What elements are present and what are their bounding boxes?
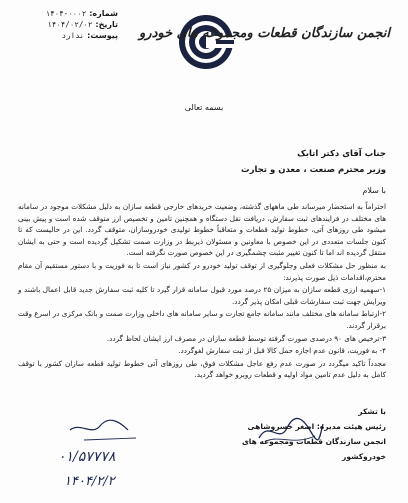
body-paragraph: ۳-ترخیص های ۹۰ درصدی صورت گرفته توسط قطعه سازان در مصرف ارز ایشان لحاظ گردد. [106,333,386,343]
basmala: بسمه تعالی [184,103,224,112]
body-paragraph: احتراماً به استحضار میرساند طی ماههای گذشته، وضعیت خریدهای خارجی قطعه سازان به دلیل مشکلات موجود در سامانه های مختلف در فرایندهای ثبت سفارش، دریافت نقل دستگاه و همچنین تامین و تخصیص ارز متوقف شده است و پیش بینی میشود طی روزهای آتی، خطوط تولید قطعات و متعاقباً خطوط تولیدی خودروسازان، متوقف گردد. این در حالیست که تا کنون جلسات متعددی در این خصوص با معاونین و مسئولان ذیربط در وزارت صمت تشکیل گردیده است و حتی به ایشان منتقل گردیده اند اما تا کنون تغییر مثبت چشمگیری در این خصوص صورت نگرفته است. [18,202,386,258]
meta-attachment-value: ندارد [61,31,85,40]
closing-signatory: رئیس هیئت مدیره: اصغر خسروشاهی [247,422,386,431]
recipient-title: وزیر محترم صنعت ، معدن و تجارت [241,165,386,175]
organization-logo-icon [178,14,234,70]
meta-date-row [8,19,118,30]
closing-block [216,404,386,464]
body-paragraph: ۲-ارتباط سامانه های مختلف مانند سامانه جامع تجارت و سایر سامانه های داخلی وزارت صمت و بانک مرکزی در اسرع وقت برقرار گردند. [18,309,386,330]
letter-body [18,201,386,382]
meta-number-row [8,8,118,19]
recipient-block [241,146,386,178]
recipient-name: جناب آقای دکتر اتابک [297,149,386,159]
body-paragraph: ۴- به فوریت، قانون عدم اجازه حمل کالا قبل از ثبت سفارش لغوگردد. [178,346,386,356]
closing-thanks: با تشکر [358,407,386,416]
meta-attachment-label: پیوست: [87,31,118,40]
meta-number-label: شماره: [89,9,118,18]
meta-date-value: ۱۴۰۴/۰۲/۰۲ [47,20,93,29]
meta-number-value: ۱۴۰۴-۰۰۰۲ [45,9,87,18]
handwritten-number: ۰۱/۵۷۷۷۸ [58,449,116,465]
meta-date-label: تاریخ: [95,20,118,29]
body-paragraph: مجدداً تاکید میگردد در صورت عدم رفع عاجل مشکلات فوق، طی روزهای آتی خطوط تولید قطعه سازان کشور با توقف کامل به دلیل عدم تامین مواد اولیه و قطعات روبرو خواهد گردید. [18,358,386,380]
meta-attachment-row [8,30,118,41]
handwritten-date: ۱۴۰۴/۲/۲ [64,474,115,489]
organization-name: انجمن سازندگان قطعات ومجموعه های خودرو [139,26,390,41]
closing-organization: انجمن سازندگان قطعات ومجموعه های خودروکشور [241,437,386,461]
body-paragraph: به منظور حل مشکلات فعلی وجلوگیری از توقف تولید خودرو در کشور نیاز است تا به فوریت و با دستور مستقیم آن مقام محترم،اقدامات ذیل صورت پذیرند: [18,260,386,282]
letter-meta [8,8,118,41]
body-paragraph: ۱-سهمیه ارزی قطعه سازان به میزان ۲۵ درصد مورد قبول سامانه قرار گیرد تا کلیه ثبت سفارش جدید قابل اعمال باشند و ویرایش جهت ثبت سفارشات قبلی امکان پذیر گردد. [18,285,386,306]
greeting: با سلام [362,186,386,195]
